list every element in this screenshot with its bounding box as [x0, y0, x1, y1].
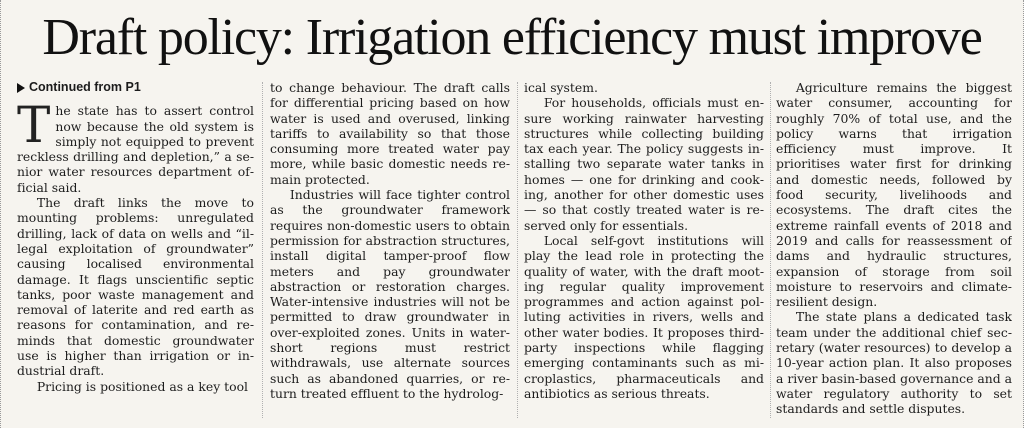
column-divider — [262, 82, 263, 418]
paragraph: For households, officials must ensure working rainwater harvesting structures while collecting building tax each year. The policy suggests installing two separate water tanks in homes — one for drinking and cooking, another for other domestic uses — so that costly treated water is reserved only for essentials. — [524, 95, 764, 233]
paragraph: The draft links the move to mounting problems: unregulated drilling, lack of data on wells and “illegal exploitation of groundwater” causing localised environmental damage. It flags unscientific septic tanks, poor waste management and removal of laterite and red earth as reasons for contamination, and reminds that domestic groundwater use is higher than irrigation or industrial draft. — [17, 195, 254, 379]
paragraph: The state plans a dedicated task team under the additional chief secretary (water resources) to develop a 10-year action plan. It also proposes a river basin-based governance and a water regulatory authority to set standards and settle disputes. — [776, 309, 1012, 417]
continued-text: Continued from P1 — [29, 80, 141, 94]
continued-from-label — [17, 80, 254, 95]
paragraph-text: he state has to assert control now because the old system is simply not equipped to prevent reckless drilling and depletion,” a senior water resources department official said. — [17, 103, 254, 195]
column-divider — [517, 82, 518, 418]
paragraph: ical system. — [524, 80, 598, 95]
headline: Draft policy: Irrigation efficiency must improve — [42, 9, 982, 66]
drop-cap: T — [17, 96, 51, 155]
paragraph — [17, 96, 254, 195]
article-column-3 — [524, 80, 764, 420]
paragraph: to change behaviour. The draft calls for differential pricing based on how water is used and overused, linking tariffs to availability so that those consuming more treated water pay more, while basic domestic needs remain protected. — [270, 80, 510, 187]
triangle-right-icon — [17, 83, 25, 93]
paragraph: Agriculture remains the biggest water consumer, accounting for roughly 70% of total use, and the policy warns that irrigation efficiency must improve. It prioritises water first for drinking and domestic needs, followed by food security, livelihoods and ecosystems. The draft cites the extreme rainfall events of 2018 and 2019 and calls for reassessment of dams and hydraulic structures, expansion of storage from soil moisture to reservoirs and climate-resilient design. — [776, 80, 1012, 310]
paragraph: Industries will face tighter control as the groundwater framework requires non-domestic users to obtain permission for abstraction structures, install digital tamper-proof flow meters and pay groundwater abstraction or restoration charges. Water-intensive industries will not be permitted to draw groundwater in over-exploited zones. Units in water-short regions must restrict withdrawals, use alternate sources such as abandoned quarries, or return treated effluent to the hydrolog- — [270, 187, 510, 401]
paragraph: Local self-govt institutions will play the lead role in protecting the quality of water, with the draft mooting regular quality improvement programmes and action against polluting activities in rivers, wells and other water bodies. It proposes third-party inspections while flagging emerging contaminants such as microplastics, pharmaceuticals and antibiotics as serious threats. — [524, 232, 764, 401]
article-column-1 — [17, 80, 254, 420]
article-column-4 — [776, 80, 1012, 420]
column-divider — [770, 82, 771, 418]
article-column-2 — [270, 80, 510, 420]
paragraph: Pricing is positioned as a key tool — [36, 378, 249, 394]
